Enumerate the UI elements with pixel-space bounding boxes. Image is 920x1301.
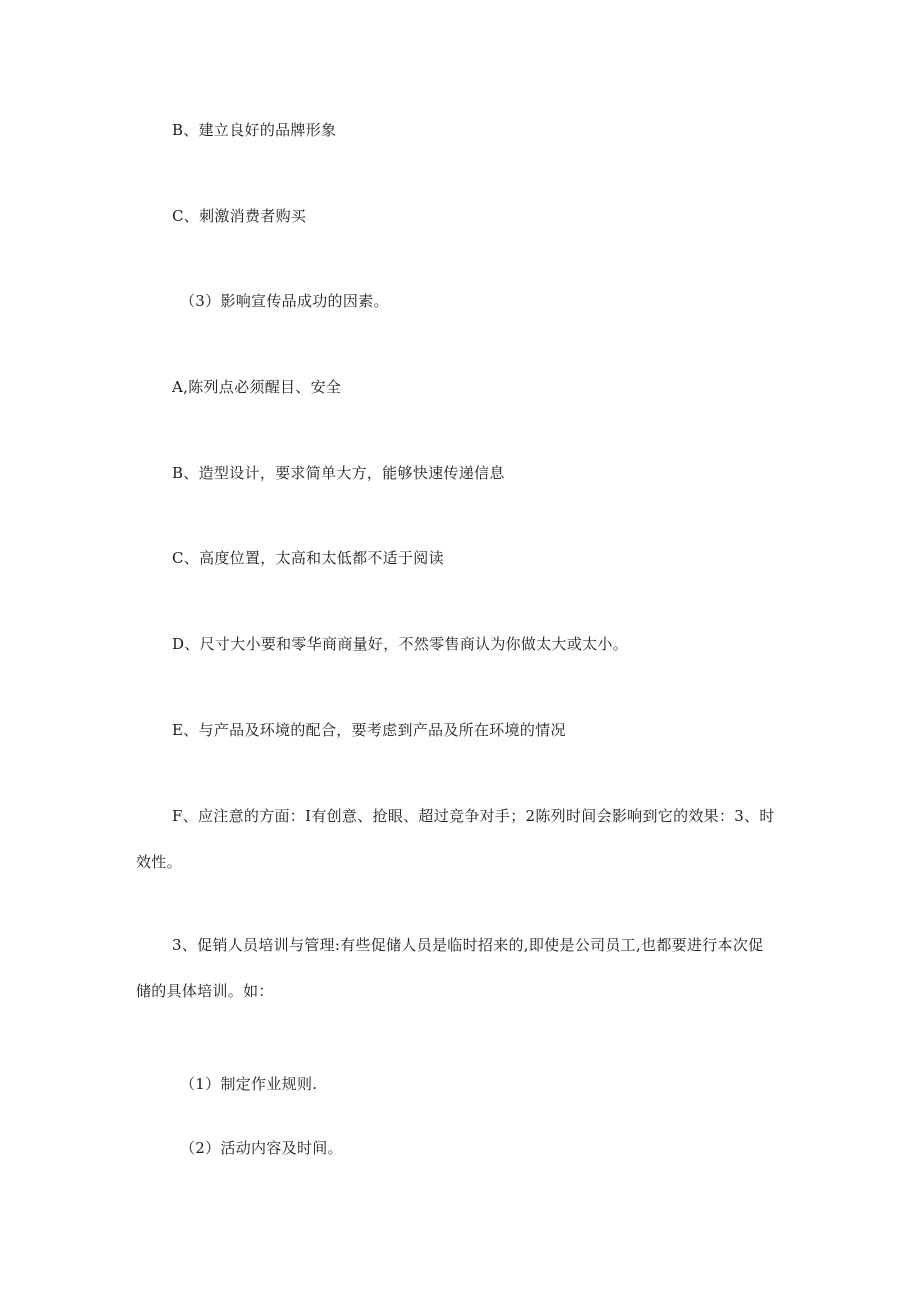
heading-factors-item-3: （3）影响宣传品成功的因素。 <box>180 292 389 310</box>
section-3-line-2: 储的具体培训。如： <box>136 982 274 1000</box>
sub-item-2: （2）活动内容及时间。 <box>180 1139 343 1157</box>
option-f-paragraph <box>136 806 775 898</box>
option-a-display-point: A,陈列点必须醒目、安全 <box>172 378 342 396</box>
option-f-line-1: F、应注意的方面：I有创意、抢眼、超过竞争对手；2陈列时间会影响到它的效果：3、时 <box>172 807 775 825</box>
option-d-size: D、尺寸大小要和零华商商量好，不然零售商认为你做太大或太小。 <box>172 635 629 653</box>
sub-item-1: （1）制定作业规则. <box>180 1075 318 1093</box>
option-b-design: B、造型设计，要求简单大方，能够快速传递信息 <box>172 464 505 482</box>
option-f-line-2: 效性。 <box>136 853 182 871</box>
option-c-stimulate-purchase: C、刺激消费者购买 <box>172 207 307 225</box>
option-e-environment: E、与产品及环境的配合，要考虑到产品及所在环境的情况 <box>172 721 566 739</box>
option-b-brand-image: B、建立良好的品牌形象 <box>172 121 337 139</box>
option-c-height: C、高度位置，太高和太低都不适于阅读 <box>172 549 444 567</box>
section-3-line-1: 3、促销人员培训与管理:有些促储人员是临时招来的,即使是公司员工,也都要进行本次促 <box>172 936 764 954</box>
section-3-paragraph <box>136 935 763 1027</box>
